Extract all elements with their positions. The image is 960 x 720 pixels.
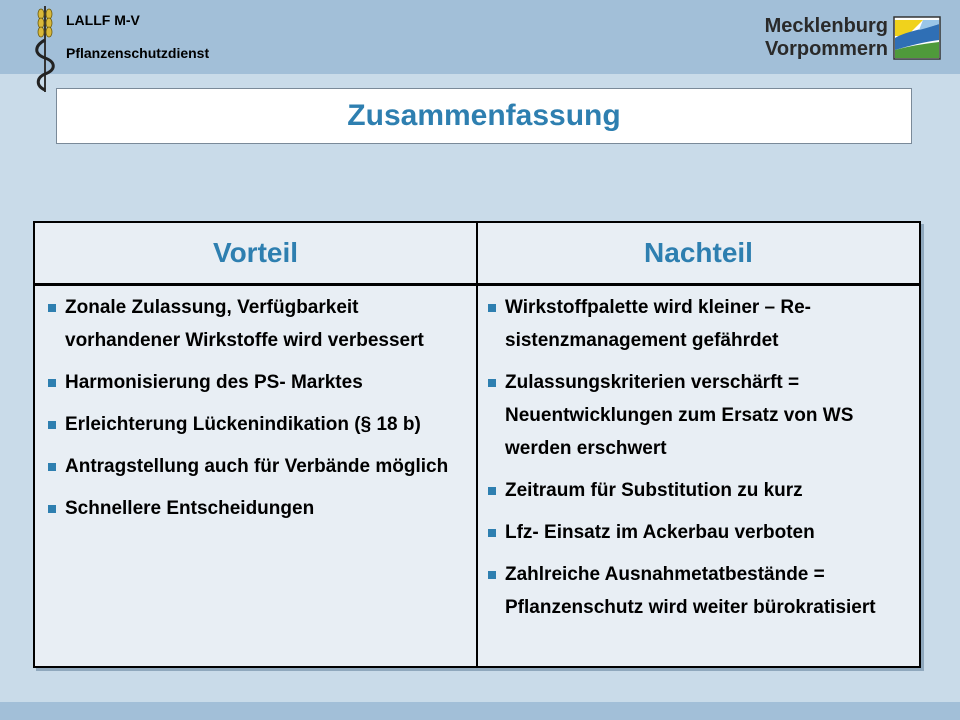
list-item bbox=[45, 450, 465, 483]
list-item bbox=[485, 474, 915, 507]
disadvantages-list bbox=[485, 291, 915, 633]
list-item-text: Harmonisierung des PS- Marktes bbox=[65, 372, 363, 393]
comparison-table bbox=[33, 221, 921, 668]
org-name: LALLF M-V bbox=[66, 12, 140, 28]
org-department: Pflanzenschutzdienst bbox=[66, 45, 210, 61]
square-bullet-icon bbox=[48, 463, 56, 471]
square-bullet-icon bbox=[48, 421, 56, 429]
list-item bbox=[45, 408, 465, 441]
list-item-text: Wirkstoffpalette wird kleiner – Re-sistenzmanagement gefährdet bbox=[505, 297, 812, 351]
square-bullet-icon bbox=[488, 487, 496, 495]
list-item bbox=[45, 492, 465, 525]
state-logo-text bbox=[765, 15, 888, 61]
list-item-text: Zulassungskriterien verschärft = Neuentwicklungen zum Ersatz von WS werden erschwert bbox=[505, 372, 854, 459]
list-item bbox=[485, 516, 915, 549]
state-logo-line2: Vorpommern bbox=[765, 38, 888, 60]
column-heading-advantages: Vorteil bbox=[212, 237, 299, 268]
list-item-text: Schnellere Entscheidungen bbox=[65, 498, 315, 519]
list-item bbox=[45, 291, 465, 357]
list-item-text: Zahlreiche Ausnahmetatbestände = Pflanzenschutz wird weiter bürokratisiert bbox=[505, 564, 876, 618]
square-bullet-icon bbox=[488, 529, 496, 537]
square-bullet-icon bbox=[48, 304, 56, 312]
header-divider bbox=[35, 283, 919, 286]
square-bullet-icon bbox=[48, 379, 56, 387]
list-item bbox=[485, 366, 915, 465]
advantages-list bbox=[45, 291, 465, 534]
column-heading-disadvantages: Nachteil bbox=[644, 237, 753, 268]
page-title: Zusammenfassung bbox=[347, 99, 621, 132]
list-item-text: Lfz- Einsatz im Ackerbau verboten bbox=[505, 522, 815, 543]
column-divider bbox=[476, 223, 478, 666]
list-item-text: Erleichterung Lückenindikation (§ 18 b) bbox=[65, 414, 421, 435]
square-bullet-icon bbox=[488, 304, 496, 312]
state-logo-line1: Mecklenburg bbox=[764, 15, 888, 37]
title-box bbox=[56, 88, 912, 144]
list-item-text: Antragstellung auch für Verbände möglich bbox=[65, 456, 449, 477]
state-flag-icon bbox=[893, 16, 941, 60]
list-item-text: Zonale Zulassung, Verfügbarkeit vorhandener Wirkstoffe wird verbessert bbox=[65, 297, 424, 351]
square-bullet-icon bbox=[488, 571, 496, 579]
square-bullet-icon bbox=[488, 379, 496, 387]
footer-band bbox=[0, 702, 960, 720]
list-item bbox=[485, 291, 915, 357]
list-item-text: Zeitraum für Substitution zu kurz bbox=[505, 480, 803, 501]
list-item bbox=[485, 558, 915, 624]
wheat-logo-icon bbox=[30, 4, 60, 96]
list-item bbox=[45, 366, 465, 399]
square-bullet-icon bbox=[48, 505, 56, 513]
